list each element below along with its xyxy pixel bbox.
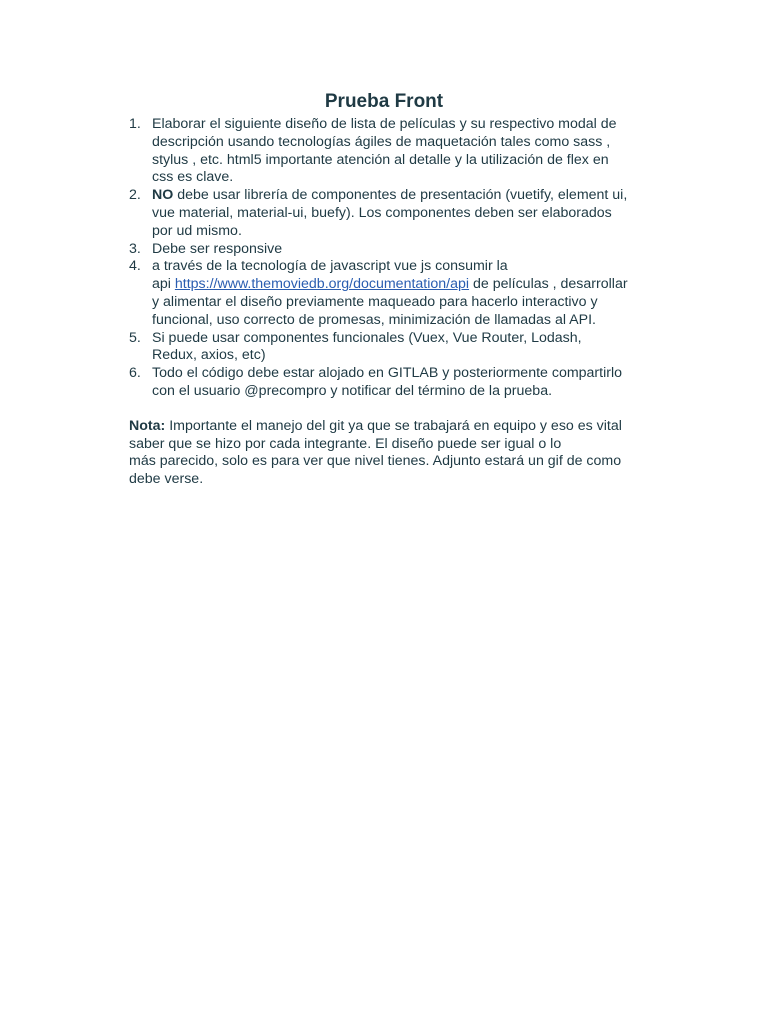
emphasis-no: NO bbox=[152, 187, 174, 204]
list-item bbox=[129, 116, 669, 187]
note-text: debe verse. bbox=[129, 471, 204, 488]
note-paragraph bbox=[129, 418, 669, 489]
list-item bbox=[129, 365, 669, 401]
list-item-text: con el usuario @precompro y notificar del término de la prueba. bbox=[152, 382, 553, 399]
list-item-number: 5. bbox=[129, 329, 141, 346]
list-item-number: 3. bbox=[129, 240, 141, 257]
list-item-text: por ud mismo. bbox=[152, 222, 242, 239]
list-item-text bbox=[152, 187, 669, 205]
list-item-text: Debe ser responsive bbox=[152, 240, 283, 257]
list-item-text: css es clave. bbox=[152, 169, 234, 186]
list-item-text-rest: debe usar librería de componentes de presentación (vuetify, element ui, bbox=[173, 187, 628, 204]
requirements-list bbox=[129, 116, 669, 401]
list-item-number: 6. bbox=[129, 365, 141, 382]
list-item bbox=[129, 330, 669, 366]
note-label: Nota: bbox=[129, 417, 166, 434]
page-title: Prueba Front bbox=[324, 91, 444, 112]
note-text: saber que se hizo por cada integrante. El diseño puede ser igual o lo bbox=[129, 435, 562, 452]
list-item-text: y alimentar el diseño previamente maqueado para hacerlo interactivo y bbox=[152, 293, 598, 310]
tmdb-api-link[interactable]: https://www.themoviedb.org/documentation/api bbox=[174, 276, 470, 293]
list-item bbox=[129, 241, 669, 259]
list-item-text: Redux, axios, etc) bbox=[152, 347, 266, 364]
list-item-text: funcional, uso correcto de promesas, minimización de llamadas al API. bbox=[152, 311, 596, 328]
list-item bbox=[129, 187, 669, 240]
note-text: más parecido, solo es para ver que nivel tienes. Adjunto estará un gif de como bbox=[129, 453, 622, 470]
list-item bbox=[129, 258, 669, 329]
list-item-text: vue material, material-ui, buefy). Los componentes deben ser elaborados bbox=[152, 204, 612, 221]
list-item-text-suffix: de películas , desarrollar bbox=[469, 276, 628, 293]
list-item-text-prefix: api bbox=[152, 276, 175, 293]
list-item-text bbox=[152, 276, 669, 294]
document-body bbox=[129, 116, 669, 489]
list-item-number: 1. bbox=[129, 116, 141, 132]
list-item-number: 4. bbox=[129, 258, 141, 275]
list-item-text: descripción usando tecnologías ágiles de maquetación tales como sass , bbox=[152, 133, 611, 150]
list-item-text: Elaborar el siguiente diseño de lista de películas y su respectivo modal de bbox=[152, 116, 617, 132]
list-item-number: 2. bbox=[129, 187, 141, 204]
note-text-rest: Importante el manejo del git ya que se trabajará en equipo y eso es vital bbox=[165, 417, 622, 434]
note-text bbox=[129, 418, 669, 436]
list-item-text: Si puede usar componentes funcionales (Vuex, Vue Router, Lodash, bbox=[152, 329, 582, 346]
list-item-text: Todo el código debe estar alojado en GITLAB y posteriormente compartirlo bbox=[152, 365, 623, 382]
list-item-text: stylus , etc. html5 importante atención al detalle y la utilización de flex en bbox=[152, 151, 609, 168]
list-item-text: a través de la tecnología de javascript vue js consumir la bbox=[152, 258, 508, 275]
